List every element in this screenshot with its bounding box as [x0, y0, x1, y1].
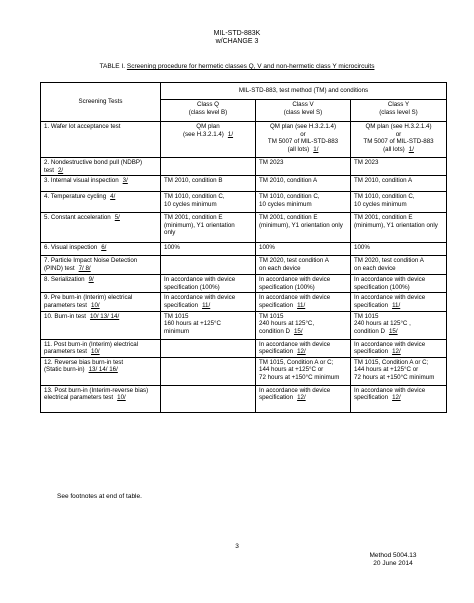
class-q-cell: QM plan (see H.3.2.1.4) 1/ — [161, 122, 256, 158]
class-q-cell — [161, 385, 256, 412]
footnote-ref: 15/ — [293, 327, 303, 335]
screening-test-cell: 10. Burn-in test 10/ 13/ 14/ — [41, 311, 161, 339]
class-y-cell: TM 2001, condition E (minimum), Y1 orientation only — [351, 213, 447, 243]
screening-test-cell: 2. Nondestructive bond pull (NDBP) test 2/ — [41, 158, 161, 176]
class-y-cell: In accordance with device specification 12/ — [351, 339, 447, 357]
footnote-ref: 12/ — [392, 394, 401, 402]
class-q-cell: TM 1015 160 hours at +125°C minimum — [161, 311, 256, 339]
class-y-cell: In accordance with device specification (100%) — [351, 275, 447, 293]
table-row — [41, 385, 447, 412]
class-q-cell — [161, 158, 256, 176]
table-row — [41, 192, 447, 213]
table-row — [41, 176, 447, 192]
footnote-ref: 7/ 8/ — [78, 264, 91, 272]
footnote-note: See footnotes at end of table. — [57, 493, 142, 500]
class-v-cell: In accordance with device specification 11/ — [256, 293, 351, 311]
screening-test-cell: 7. Particle Impact Noise Detection (PIND) test 7/ 8/ — [41, 256, 161, 275]
class-y-cell: TM 2023 — [351, 158, 447, 176]
class-y-cell: In accordance with device specification 11/ — [351, 293, 447, 311]
table-row — [41, 293, 447, 311]
screening-test-cell: 6. Visual inspection 6/ — [41, 243, 161, 256]
doc-change: w/CHANGE 3 — [215, 38, 259, 45]
class-v-cell: In accordance with device specification 12/ — [256, 385, 351, 412]
screening-test-cell: 11. Post burn-in (Interim) electrical parameters test 10/ — [41, 339, 161, 357]
header-test-method: MIL-STD-883, test method (TM) and conditions — [161, 83, 447, 100]
footnote-ref: 12/ — [392, 348, 401, 356]
caption-prefix: TABLE I. — [99, 63, 127, 70]
footnote-ref: 9/ — [88, 276, 94, 284]
class-v-cell: TM 1010, condition C, 10 cycles minimum — [256, 192, 351, 213]
class-q-cell: In accordance with device specification 11/ — [161, 293, 256, 311]
footnote-ref: 11/ — [297, 301, 306, 309]
class-v-cell: QM plan (see H.3.2.1.4) or TM 5007 of MIL-STD-883 (all lots) 1/ — [256, 122, 351, 158]
class-q-cell: 100% — [161, 243, 256, 256]
header-screening-tests: Screening Tests — [41, 83, 161, 122]
class-v-cell: TM 2020, test condition A on each device — [256, 256, 351, 275]
class-q-cell: TM 1010, condition C, 10 cycles minimum — [161, 192, 256, 213]
class-v-cell: TM 2010, condition A — [256, 176, 351, 192]
footnote-ref: 10/ — [91, 301, 100, 309]
table-row — [41, 256, 447, 275]
method-number: Method 5004.13 — [369, 552, 417, 559]
footer-method — [363, 552, 423, 568]
page-number: 3 — [235, 543, 239, 550]
screening-test-cell: 8. Serialization 9/ — [41, 275, 161, 293]
footnote-ref: 12/ — [297, 348, 306, 356]
method-date: 20 June 2014 — [373, 560, 413, 567]
table-row — [41, 311, 447, 339]
footnote-ref: 1/ — [313, 145, 319, 153]
class-y-cell: 100% — [351, 243, 447, 256]
screening-test-cell: 12. Reverse bias burn-in test (Static burn-in) 13/ 14/ 16/ — [41, 357, 161, 385]
footnote-ref: 2/ — [57, 166, 64, 174]
footnote-ref: 13/ 14/ 16/ — [88, 366, 118, 374]
footnote-ref: 3/ — [122, 177, 128, 185]
screening-table — [40, 82, 447, 413]
class-v-cell: TM 1015 240 hours at 125°C, condition D 15/ — [256, 311, 351, 339]
class-y-cell: In accordance with device specification 12/ — [351, 385, 447, 412]
class-q-cell: In accordance with device specification (100%) — [161, 275, 256, 293]
class-v-cell: TM 2001, condition E (minimum), Y1 orientation only — [256, 213, 351, 243]
footnote-ref: 12/ — [297, 394, 306, 402]
table-row — [41, 357, 447, 385]
footnote-ref: 4/ — [110, 193, 116, 201]
class-q-cell: TM 2001, condition E (minimum), Y1 orientation only — [161, 213, 256, 243]
class-q-cell — [161, 339, 256, 357]
table-row — [41, 275, 447, 293]
footnote-ref: 15/ — [388, 327, 398, 335]
screening-test-cell: 4. Temperature cycling 4/ — [41, 192, 161, 213]
header-class-y: Class Y (class level S) — [351, 100, 447, 122]
footnote-ref: 10/ — [91, 348, 100, 356]
class-y-cell: TM 2010, condition A — [351, 176, 447, 192]
footnote-ref: 10/ 13/ 14/ — [89, 312, 120, 320]
class-v-cell: TM 1015, Condition A or C; 144 hours at +125°C or 72 hours at +150°C minimum — [256, 357, 351, 385]
footnote-ref: 1/ — [408, 145, 414, 153]
class-v-cell: TM 2023 — [256, 158, 351, 176]
screening-test-cell: 1. Wafer lot acceptance test — [41, 122, 161, 158]
class-q-cell: TM 2010, condition B — [161, 176, 256, 192]
class-v-cell: In accordance with device specification 12/ — [256, 339, 351, 357]
screening-test-cell: 5. Constant acceleration 5/ — [41, 213, 161, 243]
header-class-q: Class Q (class level B) — [161, 100, 256, 122]
footnote-ref: 11/ — [392, 301, 401, 309]
class-q-cell — [161, 357, 256, 385]
footnote-ref: 1/ — [227, 130, 234, 138]
screening-test-cell: 13. Post burn-in (Interim-reverse bias) electrical parameters test 10/ — [41, 385, 161, 412]
class-y-cell: TM 2020, test condition A on each device — [351, 256, 447, 275]
table-row — [41, 243, 447, 256]
table-row — [41, 158, 447, 176]
footnote-ref: 10/ — [117, 394, 126, 402]
caption-title: Screening procedure for hermetic classes Q, V and non-hermetic class Y microcircuits — [126, 63, 375, 70]
class-y-cell: TM 1015, Condition A or C; 144 hours at +125°C or 72 hours at +150°C minimum — [351, 357, 447, 385]
doc-id: MIL-STD-883K — [213, 30, 261, 37]
class-y-cell: TM 1010, condition C, 10 cycles minimum — [351, 192, 447, 213]
screening-test-cell: 3. Internal visual inspection 3/ — [41, 176, 161, 192]
class-v-cell: In accordance with device specification (100%) — [256, 275, 351, 293]
table-row — [41, 213, 447, 243]
class-v-cell: 100% — [256, 243, 351, 256]
footnote-ref: 6/ — [101, 244, 107, 252]
header-class-v: Class V (class level S) — [256, 100, 351, 122]
footnote-ref: 11/ — [202, 301, 211, 309]
footnote-ref: 5/ — [114, 214, 120, 222]
table-row — [41, 122, 447, 158]
class-y-cell: QM plan (see H.3.2.1.4) or TM 5007 of MIL-STD-883 (all lots) 1/ — [351, 122, 447, 158]
table-caption — [0, 63, 474, 70]
screening-test-cell: 9. Pre burn-in (Interim) electrical parameters test 10/ — [41, 293, 161, 311]
class-y-cell: TM 1015 240 hours at 125°C , condition D 15/ — [351, 311, 447, 339]
table-row — [41, 339, 447, 357]
class-q-cell — [161, 256, 256, 275]
